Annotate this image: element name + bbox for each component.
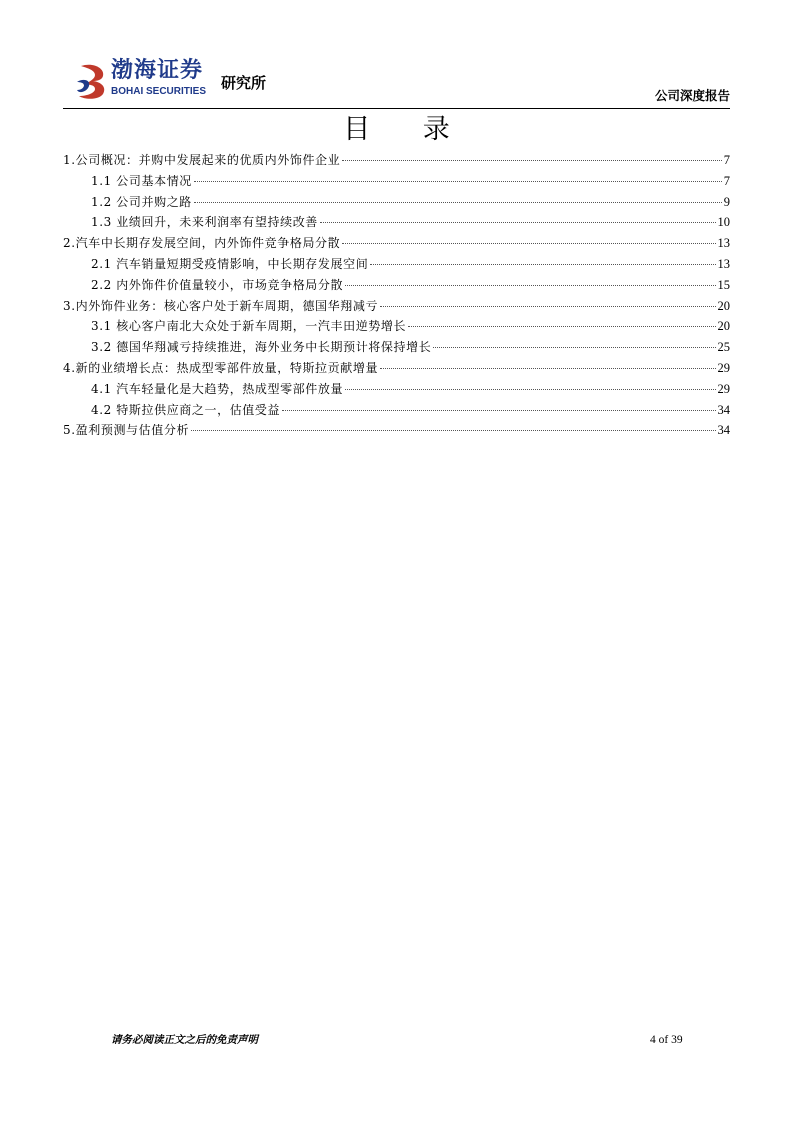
toc-title: 目 录 [343, 114, 472, 145]
toc-dot-leader [408, 326, 715, 327]
toc-dot-leader [194, 181, 722, 182]
toc-entry-page[interactable]: 25 [717, 340, 730, 355]
page-number: 4 of 39 [650, 1034, 683, 1046]
toc-entry-text[interactable]: 2.2 内外饰件价值量较小，市场竞争格局分散 [91, 277, 344, 292]
toc-entry[interactable] [63, 192, 730, 213]
brand-name-en: BOHAI SECURITIES [111, 86, 207, 97]
toc-entry[interactable] [63, 254, 730, 275]
toc-dot-leader [342, 160, 721, 161]
toc-entry-page[interactable]: 7 [723, 173, 730, 188]
toc-entry-text[interactable]: 1.1 公司基本情况 [91, 173, 192, 188]
toc-entry[interactable] [63, 171, 730, 192]
toc-entry-text[interactable]: 1.3 业绩回升，未来利润率有望持续改善 [91, 215, 318, 230]
header-divider [63, 108, 730, 109]
toc-entry-text[interactable]: 4.1 汽车轻量化是大趋势，热成型零部件放量 [91, 381, 344, 396]
toc-entry-page[interactable]: 34 [717, 423, 730, 438]
page-header [63, 56, 730, 108]
toc-dot-leader [345, 389, 715, 390]
toc-entry[interactable] [63, 233, 730, 254]
toc-dot-leader [194, 202, 722, 203]
toc-entry-page[interactable]: 7 [723, 153, 730, 167]
toc-entry-text[interactable]: 3.2 德国华翔减亏持续推进，海外业务中长期预计将保持增长 [91, 340, 432, 355]
toc-entry-page[interactable]: 20 [717, 319, 730, 334]
toc-dot-leader [320, 222, 716, 223]
toc-dot-leader [342, 243, 715, 244]
toc-dot-leader [380, 368, 715, 369]
toc-dot-leader [433, 347, 715, 348]
toc-entry[interactable] [63, 316, 730, 337]
toc-dot-leader [380, 306, 715, 307]
toc-entry-text[interactable]: 2.1 汽车销量短期受疫情影响，中长期存发展空间 [91, 256, 369, 271]
toc-entry[interactable] [63, 358, 730, 379]
toc-entry[interactable] [63, 337, 730, 358]
toc-entry-page[interactable]: 9 [723, 194, 730, 209]
toc-dot-leader [370, 264, 715, 265]
toc-entry-page[interactable]: 20 [717, 298, 730, 313]
toc-entry-page[interactable]: 29 [717, 381, 730, 396]
toc-entry-text[interactable]: 1.2 公司并购之路 [91, 194, 192, 209]
disclaimer-note: 请务必阅读正文之后的免责声明 [111, 1034, 258, 1046]
institute-label: 研究所 [221, 74, 267, 92]
toc-entry[interactable] [63, 150, 730, 171]
toc-entry-text[interactable]: 4.2 特斯拉供应商之一，估值受益 [91, 402, 281, 417]
toc-entry-page[interactable]: 34 [717, 402, 730, 417]
toc-entry[interactable] [63, 275, 730, 296]
toc-entry[interactable] [63, 212, 730, 233]
toc-entry[interactable] [63, 420, 730, 441]
toc-entry-text[interactable]: 3.内外饰件业务：核心客户处于新车周期，德国华翔减亏 [63, 298, 379, 313]
toc-dot-leader [282, 410, 715, 411]
toc-entry[interactable] [63, 400, 730, 421]
toc-entry-page[interactable]: 15 [717, 277, 730, 292]
toc-entry-text[interactable]: 3.1 核心客户南北大众处于新车周期，一汽丰田逆势增长 [91, 319, 407, 334]
toc-entry-text[interactable]: 5.盈利预测与估值分析 [63, 423, 190, 438]
toc-entry-text[interactable]: 1.公司概况：并购中发展起来的优质内外饰件企业 [63, 153, 341, 167]
toc-entry-page[interactable]: 10 [717, 215, 730, 230]
toc-entry-text[interactable]: 4.新的业绩增长点：热成型零部件放量，特斯拉贡献增量 [63, 360, 379, 375]
bohai-logo-icon [75, 62, 109, 100]
toc-entry[interactable] [63, 379, 730, 400]
toc-entry-page[interactable]: 29 [717, 360, 730, 375]
brand-name-cn: 渤海证券 [111, 58, 204, 83]
toc-entry[interactable] [63, 296, 730, 317]
table-of-contents [63, 150, 730, 441]
report-type-label: 公司深度报告 [654, 88, 730, 103]
toc-dot-leader [345, 285, 715, 286]
toc-dot-leader [191, 430, 715, 431]
toc-entry-text[interactable]: 2.汽车中长期存发展空间，内外饰件竞争格局分散 [63, 236, 341, 251]
toc-entry-page[interactable]: 13 [717, 256, 730, 271]
toc-entry-page[interactable]: 13 [717, 236, 730, 251]
